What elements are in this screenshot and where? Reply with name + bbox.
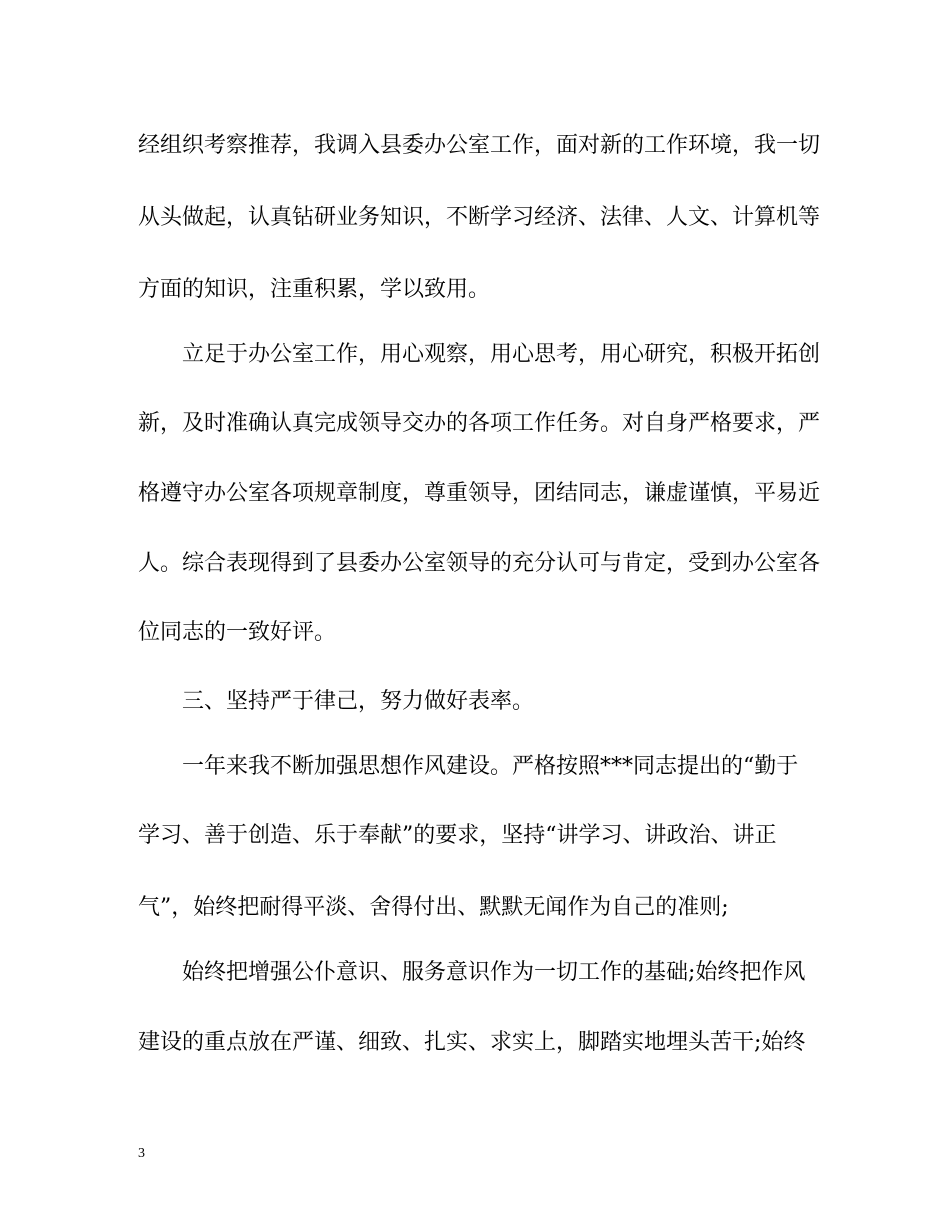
body-text-line: 一年来我不断加强思想作风建设。严格按照***同志提出的“勤于: [138, 754, 799, 779]
section-heading: 三、坚持严于律己，努力做好表率。: [138, 689, 535, 714]
body-text-line: 学习、善于创造、乐于奉献”的要求，坚持“讲学习、讲政治、讲正: [138, 823, 777, 848]
body-text-line: 立足于办公室工作，用心观察，用心思考，用心研究，积极开拓创: [138, 342, 821, 367]
body-text-line: 方面的知识，注重积累，学以致用。: [138, 277, 491, 302]
body-text-line: 建设的重点放在严谨、细致、扎实、求实上，脚踏实地埋头苦干;始终: [138, 1030, 806, 1055]
body-text-line: 气”，始终把耐得平淡、舍得付出、默默无闻作为自己的准则;: [138, 895, 729, 920]
body-text-line: 新，及时准确认真完成领导交办的各项工作任务。对自身严格要求，严: [138, 411, 821, 436]
body-text-line: 位同志的一致好评。: [138, 620, 337, 645]
body-text-line: 始终把增强公仆意识、服务意识作为一切工作的基础;始终把作风: [138, 960, 806, 985]
body-text-line: 从头做起，认真钻研业务知识，不断学习经济、法律、人文、计算机等: [138, 205, 821, 230]
body-text-line: 人。综合表现得到了县委办公室领导的充分认可与肯定，受到办公室各: [138, 551, 821, 576]
body-text-line: 经组织考察推荐，我调入县委办公室工作，面对新的工作环境，我一切: [138, 133, 821, 158]
page-number: 3: [138, 1146, 145, 1161]
body-text-line: 格遵守办公室各项规章制度，尊重领导，团结同志，谦虚谨慎，平易近: [138, 481, 821, 506]
